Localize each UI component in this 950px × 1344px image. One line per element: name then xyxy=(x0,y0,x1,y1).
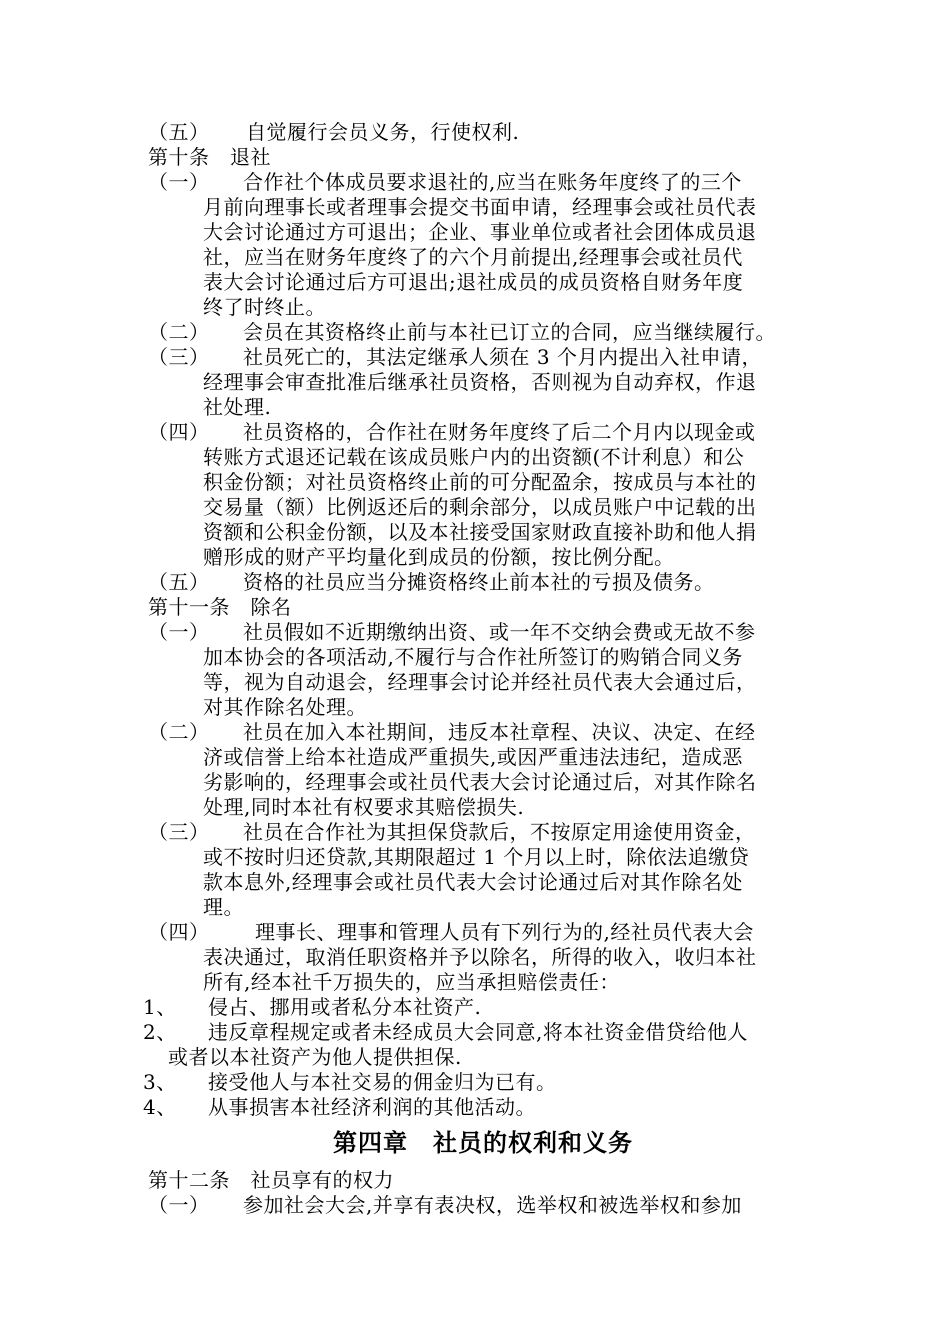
article11-item1 xyxy=(148,620,818,720)
article10-heading: 第十条 退社 xyxy=(148,145,271,169)
item-line: 资格的社员应当分摊资格终止前本社的亏损及债务。 xyxy=(243,570,715,594)
item-label: （二） xyxy=(148,720,210,744)
item-line: 参加社会大会,并享有表决权，选举权和被选举权和参加 xyxy=(243,1193,742,1217)
item-label: （四） xyxy=(148,420,210,444)
item-line: 理。 xyxy=(203,895,244,919)
item-line: 济或信誉上给本社造成严重损失,或因严重违法违纪，造成恶 xyxy=(203,745,743,769)
item-line: 社员资格的，合作社在财务年度终了后二个月内以现金或 xyxy=(243,420,756,444)
document-body xyxy=(143,120,818,1218)
clause-line: 侵占、挪用或者私分本社资产. xyxy=(208,995,482,1019)
clause-label: 4、 xyxy=(143,1095,177,1119)
item-line: 社员死亡的，其法定继承人须在 3 个月内提出入社申请， xyxy=(243,345,762,369)
clause-1 xyxy=(143,995,818,1020)
item-line: 社员在加入本社期间，违反本社章程、决议、决定、在经 xyxy=(243,720,756,744)
item-line: 劣影响的，经理事会或社员代表大会讨论通过后，对其作除名 xyxy=(203,770,757,794)
article12-heading: 第十二条 社员享有的权力 xyxy=(148,1168,394,1192)
item-line: 转账方式退还记载在该成员账户内的出资额(不计利息）和公 xyxy=(203,445,745,469)
item-line: 所有,经本社千万损失的，应当承担赔偿责任： xyxy=(203,970,620,994)
article10-item2 xyxy=(148,320,818,345)
item-label: （五） xyxy=(148,570,210,594)
clause-line: 违反章程规定或者未经成员大会同意,将本社资金借贷给他人 xyxy=(208,1020,748,1044)
clause-line: 从事损害本社经济利润的其他活动。 xyxy=(208,1095,536,1119)
item-label: （一） xyxy=(148,1193,210,1217)
item-line: 会员在其资格终止前与本社已订立的合同，应当继续履行。 xyxy=(243,320,776,344)
article10-item5 xyxy=(148,570,818,595)
item-label: （二） xyxy=(148,320,210,344)
item-label: （一） xyxy=(148,170,210,194)
clause-3 xyxy=(143,1070,818,1095)
item-label: （三） xyxy=(148,345,210,369)
item-line: 大会讨论通过方可退出；企业、事业单位或者社会团体成员退 xyxy=(203,220,757,244)
item-line: 加本协会的各项活动,不履行与合作社所签订的购销合同义务 xyxy=(203,645,743,669)
article10-item4 xyxy=(148,420,818,570)
item-line: 理事长、理事和管理人员有下列行为的,经社员代表大会 xyxy=(255,920,754,944)
item-line: 资额和公积金份额，以及本社接受国家财政直接补助和他人捐 xyxy=(203,520,757,544)
article11-heading: 第十一条 除名 xyxy=(148,595,292,619)
item-line: 积金份额；对社员资格终止前的可分配盈余，按成员与本社的 xyxy=(203,470,757,494)
item-line: 表决通过，取消任职资格并予以除名，所得的收入，收归本社 xyxy=(203,945,757,969)
clause-label: 1、 xyxy=(143,995,177,1019)
item-line: 处理,同时本社有权要求其赔偿损失. xyxy=(203,795,525,819)
item-line: 合作社个体成员要求退社的,应当在账务年度终了的三个 xyxy=(243,170,742,194)
article10-item3 xyxy=(148,345,818,420)
clause-2 xyxy=(143,1020,818,1070)
article12-item1 xyxy=(148,1193,818,1218)
item-line: 经理事会审查批准后继承社员资格，否则视为自动弃权，作退 xyxy=(203,370,757,394)
article11-item4 xyxy=(148,920,818,995)
item-line: 交易量（额）比例返还后的剩余部分，以成员账户中记载的出 xyxy=(203,495,757,519)
chapter-title: 第四章 社员的权利和义务 xyxy=(333,1129,633,1157)
clause-4 xyxy=(143,1095,818,1120)
item-label: （一） xyxy=(148,620,210,644)
item-line: 表大会讨论通过后方可退出;退社成员的成员资格自财务年度 xyxy=(203,270,744,294)
article9-item5 xyxy=(148,120,818,145)
item-line: 社员假如不近期缴纳出资、或一年不交纳会费或无故不参 xyxy=(243,620,756,644)
item-line: 终了时终止。 xyxy=(203,295,326,319)
clause-label: 3、 xyxy=(143,1070,177,1094)
clause-label: 2、 xyxy=(143,1020,177,1044)
item-line: 月前向理事长或者理事会提交书面申请，经理事会或社员代表 xyxy=(203,195,757,219)
item-line: 社处理. xyxy=(203,395,272,419)
item-line: 社员在合作社为其担保贷款后，不按原定用途使用资金， xyxy=(243,820,756,844)
article11-item2 xyxy=(148,720,818,820)
article10-item1 xyxy=(148,170,818,320)
item-line: 或不按时归还贷款,其期限超过 1 个月以上时，除依法追缴贷 xyxy=(203,845,750,869)
clause-line: 接受他人与本社交易的佣金归为已有。 xyxy=(208,1070,557,1094)
item-line: 社，应当在财务年度终了的六个月前提出,经理事会或社员代 xyxy=(203,245,743,269)
article11-item3 xyxy=(148,820,818,920)
clause-line: 或者以本社资产为他人提供担保. xyxy=(168,1045,462,1069)
item-line: 对其作除名处理。 xyxy=(203,695,367,719)
item-line: 赠形成的财产平均量化到成员的份额，按比例分配。 xyxy=(203,545,675,569)
item-label: （四） xyxy=(148,920,210,944)
item-line: 款本息外,经理事会或社员代表大会讨论通过后对其作除名处 xyxy=(203,870,743,894)
item-label: （五） xyxy=(148,120,210,144)
item-line: 等，视为自动退会，经理事会讨论并经社员代表大会通过后， xyxy=(203,670,757,694)
item-text: 自觉履行会员义务，行使权利. xyxy=(246,120,520,144)
item-label: （三） xyxy=(148,820,210,844)
